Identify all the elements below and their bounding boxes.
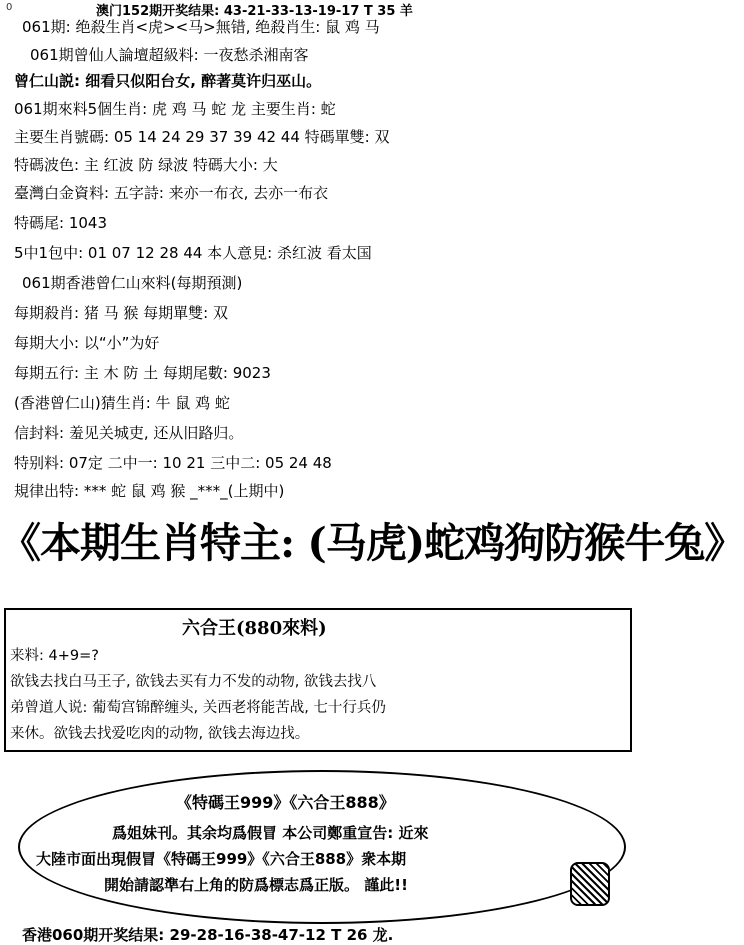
text-line-five-elements: 每期五行: 主 木 防 土 每期尾數: 9023 [14, 364, 271, 382]
seal-stamp [570, 862, 610, 906]
text-line-size: 每期大小: 以“小”为好 [14, 334, 160, 352]
text-line-poem: 曾仁山説: 细看只似阳台女, 醉著莫许归巫山。 [14, 72, 322, 90]
box-line: 弟曾道人说: 葡萄宫锦醉缠头, 关西老将能苦战, 七十行兵仍 [10, 700, 386, 716]
box-line: 来休。欲钱去找爱吃肉的动物, 欲钱去海边找。 [10, 726, 310, 742]
text-line-guess-zodiac: (香港曾仁山)猜生肖: 牛 鼠 鸡 蛇 [14, 394, 230, 412]
liuhe-king-box [4, 608, 632, 752]
corner-mark: 0 [6, 2, 13, 13]
text-line-pattern: 規律出特: *** 蛇 鼠 鸡 猴 _***_(上期中) [14, 482, 285, 500]
text-line-tail-number: 特碼尾: 1043 [14, 214, 107, 232]
text-line-forum-material: 061期曾仙人論壇超級料: 一夜愁杀湘南客 [30, 46, 309, 64]
text-line-kill-zodiac: 061期: 绝殺生肖<虎><马>無错, 绝殺肖生: 鼠 鸡 马 [22, 18, 380, 36]
text-line-wave-color: 特碼波色: 主 红波 防 绿波 特碼大小: 大 [14, 156, 278, 174]
notice-line: 大陸市面出現假冒《特碼王999》《六合王888》衆本期 [36, 850, 407, 868]
text-line-kill-each-period: 每期殺肖: 猪 马 猴 每期單雙: 双 [14, 304, 228, 322]
text-line-envelope: 信封料: 羞见关城吏, 还从旧路归。 [14, 424, 244, 442]
macau-draw-result: 澳门152期开奖结果: 43-21-33-13-19-17 T 35 羊 [96, 4, 413, 19]
text-line-five-zodiacs: 061期來料5個生肖: 虎 鸡 马 蛇 龙 主要生肖: 蛇 [14, 100, 336, 118]
headline-zodiac-pick: 《本期生肖特主: (马虎)蛇鸡狗防猴牛兔》 [0, 519, 744, 567]
notice-line: 開始請認準右上角的防爲標志爲正版。 謹此!! [104, 876, 408, 894]
text-line-hk-forecast: 061期香港曾仁山來料(每期預測) [22, 274, 243, 292]
box-line: 欲钱去找白马王子, 欲钱去买有力不发的动物, 欲钱去找八 [10, 674, 377, 690]
text-line-special-material: 特别料: 07定 二中一: 10 21 三中二: 05 24 48 [14, 454, 332, 472]
notice-title: 《特碼王999》《六合王888》 [176, 793, 395, 812]
text-line-five-in-one: 5中1包中: 01 07 12 28 44 本人意見: 杀红波 看太国 [14, 244, 372, 262]
notice-line: 爲姐妹刊。其余均爲假冒 本公司鄭重宣告: 近來 [112, 824, 429, 842]
box-line: 来料: 4+9=? [10, 648, 99, 664]
box-title: 六合王(880來料) [182, 618, 327, 639]
text-line-main-numbers: 主要生肖號碼: 05 14 24 29 37 39 42 44 特碼單雙: 双 [14, 128, 390, 146]
hk-draw-result: 香港060期开奖结果: 29-28-16-38-47-12 T 26 龙. [22, 926, 394, 944]
text-line-taiwan-material: 臺灣白金資料: 五字詩: 来亦一布衣, 去亦一布衣 [14, 184, 329, 202]
